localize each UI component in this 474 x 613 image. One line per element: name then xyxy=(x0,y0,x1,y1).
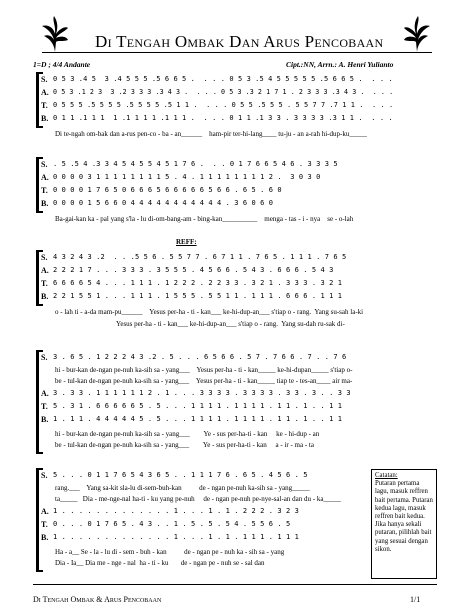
voice-label: A. xyxy=(41,266,49,275)
bass-notes: 2 2 1 5 5 1 . . . 1 1 1 . 1 5 5 5 . 5 5 1 1 . 1 1 1 . 6 6 6 . 1 1 1 xyxy=(53,292,343,300)
voice-label: B. xyxy=(41,292,49,301)
lyric-line: be - tul-kan de-ngan pe-nuh ka-sih sa - yang___ Yesus per-ha - ti - kan_____ tiap te - tes-an____ air ma- xyxy=(55,377,353,385)
bass-notes: 1 . 1 1 . 4 4 4 4 4 5 . 5 . . . 1 1 1 1 . 1 1 1 1 . 1 1 . 1 . . 1 1 xyxy=(53,415,343,423)
lyric-line: o - lah ti - a-da mam-pu______ Yesus per-ha - ti - kan___ ke-hi-dup-an___ s'tiap o - rang. Yang su-sah la-ki xyxy=(55,308,364,316)
voice-label: B. xyxy=(41,199,49,208)
key-signature: 1=D ; 4/4 Andante xyxy=(33,60,91,69)
lyric-line: Di te-ngah om-bak dan a-rus pen-co - ba - an______ ham-pir ter-hi-lang____ tu-ju - an a-rah hi-dup-ku_____ xyxy=(55,130,367,138)
alto-notes: 1 . . . . . . . . . . . . . 1 . . . 1 . 1 . 2 2 2 . 3 2 3 xyxy=(53,507,299,515)
soprano-notes: 5 . . . 0 1 1 7 6 5 4 3 6 5 . . 1 1 1 7 6 . 6 5 . 4 5 6 . 5 xyxy=(53,471,308,479)
voice-label: S. xyxy=(41,253,48,262)
song-title: Di Tengah Ombak Dan Arus Pencobaan xyxy=(95,32,384,51)
score-system-4 xyxy=(33,348,433,458)
soprano-notes: 3 . 6 5 . 1 2 2 2 4 3 .2 . 5 . . . 6 5 6 6 . 5 7 . 7 6 6 . 7 . . 7 6 xyxy=(53,353,347,361)
voice-label: S. xyxy=(41,75,48,84)
voice-label: A. xyxy=(41,173,49,182)
voice-label: T. xyxy=(41,186,48,195)
voice-label: A. xyxy=(41,88,49,97)
page-number: 1/1 xyxy=(410,595,421,604)
voice-label: S. xyxy=(41,353,48,362)
footer-rule xyxy=(33,584,437,585)
bass-notes: 0 1 1 .1 1 1 1 .1 1 1 1 .1 1 1 . . . . 0 1 1 .1 3 3 . 3 3 3 3 .3 1 1 . . . . xyxy=(53,114,393,122)
lyric-line: hi - bur-kan de-ngan pe-nuh ka-sih sa - yang___ Yesus per-ha - ti - kan_____ ke-hi-dupan_____ s'tiap o- xyxy=(55,366,353,374)
flower-ornament-left-icon xyxy=(40,16,70,52)
score-system-1 xyxy=(33,70,433,150)
lyric-line: ta_____ Dia - me-nge-nal ha-ti - ku yang pe-nuh de - ngan pe-nuh pe-nye-sal-an dan du - ka_____ xyxy=(55,495,341,503)
footer-title: Di Tengah Ombak & Arus Pencobaan xyxy=(33,595,162,604)
reff-label: REFF: xyxy=(176,238,197,246)
flower-ornament-right-icon xyxy=(402,16,432,52)
soprano-notes: 0 5 3 .4 5 3 .4 5 5 5 .5 6 6 5 . . . . 0 5 3 .5 4 5 5 5 5 5 .5 6 6 5 . . . . xyxy=(53,75,393,83)
soprano-notes: . 5 .5 4 .3 3 4 5 4 5 5 4 5 1 7 6 . . . 0 1 7 6 6 5 4 6 . 3 3 3 5 xyxy=(53,160,338,168)
voice-label: B. xyxy=(41,415,49,424)
note-heading: Catatan: xyxy=(375,472,398,479)
title-rule xyxy=(42,52,432,53)
lyric-line: Yesus per-ha - ti - kan___ ke-hi-dup-an___ s'tiap o - rang. Yang su-dah ru-sak di- xyxy=(55,320,345,328)
credits: Cipt.:NN, Arrn.: A. Henri Yulianto xyxy=(286,60,394,69)
voice-label: B. xyxy=(41,533,49,542)
voice-label: S. xyxy=(41,160,48,169)
lyric-line: rang.___ Yang sa-kit sla-lu di-sem-buh-kan de - ngan pe-nuh ka-sih sa - yang_____ xyxy=(55,484,310,492)
score-system-2 xyxy=(33,155,433,235)
lyric-line: be - tul-kan de-ngan pe-nuh ka-sih sa - yang___ Ye - sus per-ha-ti - kan a - ir - ma - ta xyxy=(55,441,314,449)
voice-label: A. xyxy=(41,389,49,398)
voice-label: T. xyxy=(41,520,48,529)
alto-notes: 3 . 3 3 . 1 1 1 1 1 1 2 . 1 . . . 3 3 3 3 . 3 3 3 3 . 3 3 . 3 . . 3 3 xyxy=(53,389,351,397)
bass-notes: 0 0 0 0 1 5 6 6 0 4 4 4 4 4 4 4 4 4 4 4 . 3 6 0 6 0 xyxy=(53,199,274,207)
note-text: Putaran pertama lagu, masuk reffren bait pertama. Putaran kedua lagu, masuk reffren bait kedua. Jika hanya sekali putaran, pilihlah bait yang sesuai dengan sikon. xyxy=(375,480,433,553)
tenor-notes: 0 5 5 5 .5 5 5 5 .5 5 5 5 .5 1 1 . . . . 0 5 5 .5 5 5 . 5 5 7 7 .7 1 1 . . . . xyxy=(53,101,394,109)
voice-label: A. xyxy=(41,507,49,516)
voice-label: T. xyxy=(41,101,48,110)
voice-label: B. xyxy=(41,114,49,123)
voice-label: T. xyxy=(41,402,48,411)
score-system-3 xyxy=(33,248,433,338)
soprano-notes: 4 3 2 4 3 .2 . . .5 5 6 . 5 5 7 7 . 6 7 1 1 . 7 6 5 . 1 1 1 . 7 6 5 xyxy=(53,253,347,261)
bass-notes: 1 . . . . . . . . . . . . . 1 . . . 1 . 1 . 1 1 1 . 1 1 1 xyxy=(53,533,299,541)
performance-note-box xyxy=(371,469,437,579)
tenor-notes: 0 0 0 0 1 7 6 5 0 6 6 6 5 6 6 6 6 6 5 6 6 . 6 5 . 6 0 xyxy=(53,186,282,194)
voice-label: S. xyxy=(41,471,48,480)
lyric-line: Dia - Ia__ Dia me - nge - nal ha - ti - ku de - ngan pe - nuh se - sal dan xyxy=(55,559,265,567)
tenor-notes: 6 6 6 6 5 4 . . . 1 1 1 . 1 2 2 2 . 2 2 3 3 . 3 2 1 . 3 3 3 . 3 2 1 xyxy=(53,279,343,287)
tenor-notes: 5 . 3 1 . 6 6 6 6 6 5 . 5 . . . 1 1 1 1 . 1 1 1 1 . 1 1 . 1 . . 1 1 xyxy=(53,402,343,410)
alto-notes: 0 5 3 .1 2 3 3 .2 3 3 3 .3 4 3 . . . . 0 5 3 .3 2 1 7 1 . 2 3 3 3 .3 4 3 . . . . xyxy=(53,88,394,96)
lyric-line: hi - bur-kan de-ngan pe-nuh ka-sih sa - yang___ Ye - sus per-ha-ti - kan ke - hi-dup - an xyxy=(55,430,320,438)
alto-notes: 2 2 2 1 7 . . . 3 3 3 . 3 5 5 5 . 4 5 6 6 . 5 4 3 . 6 6 6 . 5 4 3 xyxy=(53,266,334,274)
alto-notes: 0 0 0 0 3 1 1 1 1 1 1 1 1 5 . 4 . 1 1 1 1 1 1 1 1 2 . 3 0 3 0 xyxy=(53,173,321,181)
tenor-notes: 0 . . . 0 1 7 6 5 . 4 3 . . 1 . 5 . 5 . 5 4 . 5 5 6 . 5 xyxy=(53,520,291,528)
voice-label: T. xyxy=(41,279,48,288)
lyric-line: Ha - a__ Se - la - lu di - sem - buh - kan de - ngan pe - nuh ka - sih sa - yang xyxy=(55,548,285,556)
lyric-line: Ba-gai-kan ka - pal yang s'la - lu di-om-bang-am - bing-kan__________ menga - tas - i - nya se - o-lah xyxy=(55,215,354,223)
